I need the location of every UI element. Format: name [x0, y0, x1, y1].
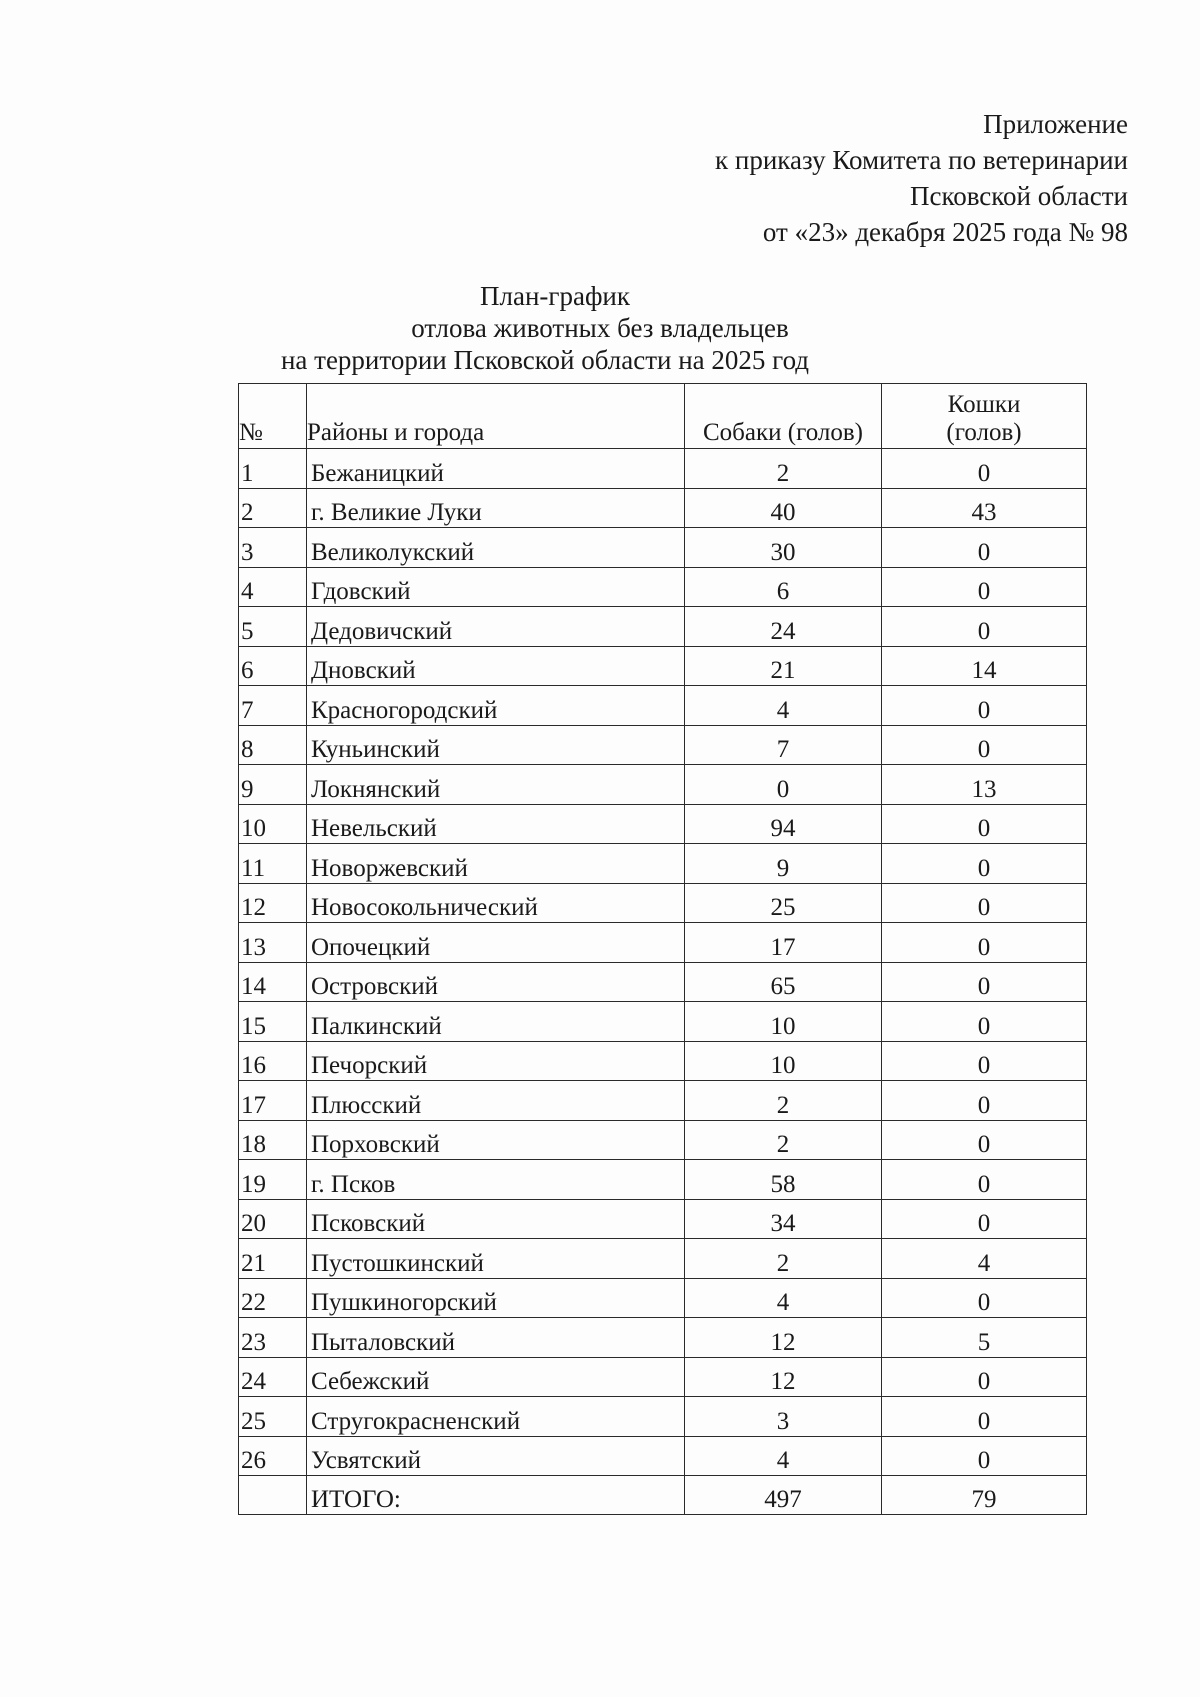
cats-count: 5 [882, 1318, 1087, 1358]
cats-count: 0 [882, 1199, 1087, 1239]
cats-count: 0 [882, 1278, 1087, 1318]
dogs-count: 4 [685, 1436, 882, 1476]
table-row [239, 1081, 1087, 1121]
table-row [239, 962, 1087, 1002]
row-number: 22 [239, 1278, 307, 1318]
row-number: 21 [239, 1239, 307, 1279]
district-name: Усвятский [307, 1436, 685, 1476]
district-name: Красногородский [307, 686, 685, 726]
district-name: Опочецкий [307, 923, 685, 963]
row-number: 15 [239, 1002, 307, 1042]
table-row [239, 488, 1087, 528]
district-name: Порховский [307, 1120, 685, 1160]
cats-count: 14 [882, 646, 1087, 686]
cats-count: 0 [882, 528, 1087, 568]
district-name: Невельский [307, 804, 685, 844]
district-name: г. Псков [307, 1160, 685, 1200]
row-number: 8 [239, 725, 307, 765]
dogs-count: 30 [685, 528, 882, 568]
appendix-line-4: от «23» декабря 2025 года № 98 [762, 217, 1128, 247]
header-district: Районы и города [307, 384, 685, 449]
district-name: Куньинский [307, 725, 685, 765]
row-number: 24 [239, 1357, 307, 1397]
row-number: 7 [239, 686, 307, 726]
district-name: г. Великие Луки [307, 488, 685, 528]
district-name: Гдовский [307, 567, 685, 607]
district-name: Себежский [307, 1357, 685, 1397]
row-number: 16 [239, 1041, 307, 1081]
dogs-count: 0 [685, 765, 882, 805]
table-row [239, 1041, 1087, 1081]
district-name: Великолукский [307, 528, 685, 568]
dogs-count: 4 [685, 1278, 882, 1318]
dogs-count: 2 [685, 449, 882, 489]
table-row [239, 1239, 1087, 1279]
table-row [239, 1160, 1087, 1200]
district-name: Новоржевский [307, 844, 685, 884]
row-number: 2 [239, 488, 307, 528]
cats-count: 0 [882, 1002, 1087, 1042]
cats-count: 0 [882, 1041, 1087, 1081]
dogs-count: 34 [685, 1199, 882, 1239]
table-row [239, 1318, 1087, 1358]
cats-count: 0 [882, 923, 1087, 963]
table-row [239, 607, 1087, 647]
table-row [239, 765, 1087, 805]
cats-count: 0 [882, 1160, 1087, 1200]
table-row [239, 1002, 1087, 1042]
header-cats-line-1: Кошки [947, 391, 1021, 418]
dogs-count: 94 [685, 804, 882, 844]
district-name: Псковский [307, 1199, 685, 1239]
district-name: Дновский [307, 646, 685, 686]
title-line-3: на территории Псковской области на 2025 год [280, 345, 810, 375]
cats-count: 0 [882, 567, 1087, 607]
district-name: Дедовичский [307, 607, 685, 647]
total-number [239, 1476, 307, 1515]
row-number: 10 [239, 804, 307, 844]
table-row [239, 804, 1087, 844]
district-name: Пыталовский [307, 1318, 685, 1358]
header-cats-line-2: (голов) [946, 419, 1022, 446]
cats-count: 0 [882, 1120, 1087, 1160]
total-dogs: 497 [685, 1476, 882, 1515]
total-label: ИТОГО: [307, 1476, 685, 1515]
appendix-line-3: Псковской области [909, 181, 1128, 211]
dogs-count: 2 [685, 1239, 882, 1279]
row-number: 25 [239, 1397, 307, 1437]
row-number: 6 [239, 646, 307, 686]
table-row [239, 1357, 1087, 1397]
row-number: 13 [239, 923, 307, 963]
table-row [239, 1397, 1087, 1437]
table-row [239, 1120, 1087, 1160]
table-row [239, 449, 1087, 489]
header-number: № [239, 384, 307, 449]
dogs-count: 10 [685, 1041, 882, 1081]
table-row [239, 646, 1087, 686]
row-number: 18 [239, 1120, 307, 1160]
dogs-count: 2 [685, 1120, 882, 1160]
district-name: Палкинский [307, 1002, 685, 1042]
dogs-count: 3 [685, 1397, 882, 1437]
table-row [239, 1436, 1087, 1476]
district-name: Локнянский [307, 765, 685, 805]
dogs-count: 12 [685, 1318, 882, 1358]
schedule-table [238, 383, 1087, 1515]
dogs-count: 2 [685, 1081, 882, 1121]
cats-count: 0 [882, 1357, 1087, 1397]
district-name: Печорский [307, 1041, 685, 1081]
dogs-count: 7 [685, 725, 882, 765]
table-row [239, 883, 1087, 923]
dogs-count: 40 [685, 488, 882, 528]
row-number: 5 [239, 607, 307, 647]
cats-count: 43 [882, 488, 1087, 528]
row-number: 3 [239, 528, 307, 568]
row-number: 14 [239, 962, 307, 1002]
cats-count: 0 [882, 1436, 1087, 1476]
table-header-row [239, 384, 1087, 449]
appendix-header [715, 106, 1128, 250]
table-row [239, 686, 1087, 726]
header-cats [882, 384, 1087, 449]
document-title [230, 280, 1070, 376]
district-name: Пушкиногорский [307, 1278, 685, 1318]
dogs-count: 10 [685, 1002, 882, 1042]
cats-count: 0 [882, 804, 1087, 844]
dogs-count: 25 [685, 883, 882, 923]
table-row [239, 844, 1087, 884]
row-number: 1 [239, 449, 307, 489]
table-row [239, 528, 1087, 568]
appendix-line-2: к приказу Комитета по ветеринарии [715, 145, 1128, 175]
row-number: 19 [239, 1160, 307, 1200]
cats-count: 0 [882, 607, 1087, 647]
appendix-line-1: Приложение [983, 109, 1128, 139]
dogs-count: 12 [685, 1357, 882, 1397]
dogs-count: 6 [685, 567, 882, 607]
cats-count: 4 [882, 1239, 1087, 1279]
dogs-count: 4 [685, 686, 882, 726]
dogs-count: 58 [685, 1160, 882, 1200]
row-number: 12 [239, 883, 307, 923]
row-number: 26 [239, 1436, 307, 1476]
district-name: Плюсский [307, 1081, 685, 1121]
dogs-count: 24 [685, 607, 882, 647]
table-row [239, 923, 1087, 963]
district-name: Бежаницкий [307, 449, 685, 489]
title-line-1: План-график [479, 281, 631, 311]
table-row [239, 567, 1087, 607]
cats-count: 0 [882, 686, 1087, 726]
table-row [239, 1278, 1087, 1318]
table-row [239, 725, 1087, 765]
cats-count: 0 [882, 883, 1087, 923]
row-number: 23 [239, 1318, 307, 1358]
cats-count: 0 [882, 449, 1087, 489]
row-number: 11 [239, 844, 307, 884]
dogs-count: 17 [685, 923, 882, 963]
title-line-2: отлова животных без владельцев [411, 313, 789, 343]
cats-count: 0 [882, 1397, 1087, 1437]
dogs-count: 65 [685, 962, 882, 1002]
cats-count: 13 [882, 765, 1087, 805]
row-number: 4 [239, 567, 307, 607]
header-dogs: Собаки (голов) [685, 384, 882, 449]
total-row [239, 1476, 1087, 1515]
total-cats: 79 [882, 1476, 1087, 1515]
district-name: Островский [307, 962, 685, 1002]
district-name: Пустошкинский [307, 1239, 685, 1279]
dogs-count: 21 [685, 646, 882, 686]
district-name: Стругокрасненский [307, 1397, 685, 1437]
cats-count: 0 [882, 844, 1087, 884]
table-row [239, 1199, 1087, 1239]
cats-count: 0 [882, 725, 1087, 765]
cats-count: 0 [882, 962, 1087, 1002]
dogs-count: 9 [685, 844, 882, 884]
district-name: Новосокольнический [307, 883, 685, 923]
row-number: 9 [239, 765, 307, 805]
row-number: 17 [239, 1081, 307, 1121]
table-body [239, 449, 1087, 1515]
row-number: 20 [239, 1199, 307, 1239]
cats-count: 0 [882, 1081, 1087, 1121]
